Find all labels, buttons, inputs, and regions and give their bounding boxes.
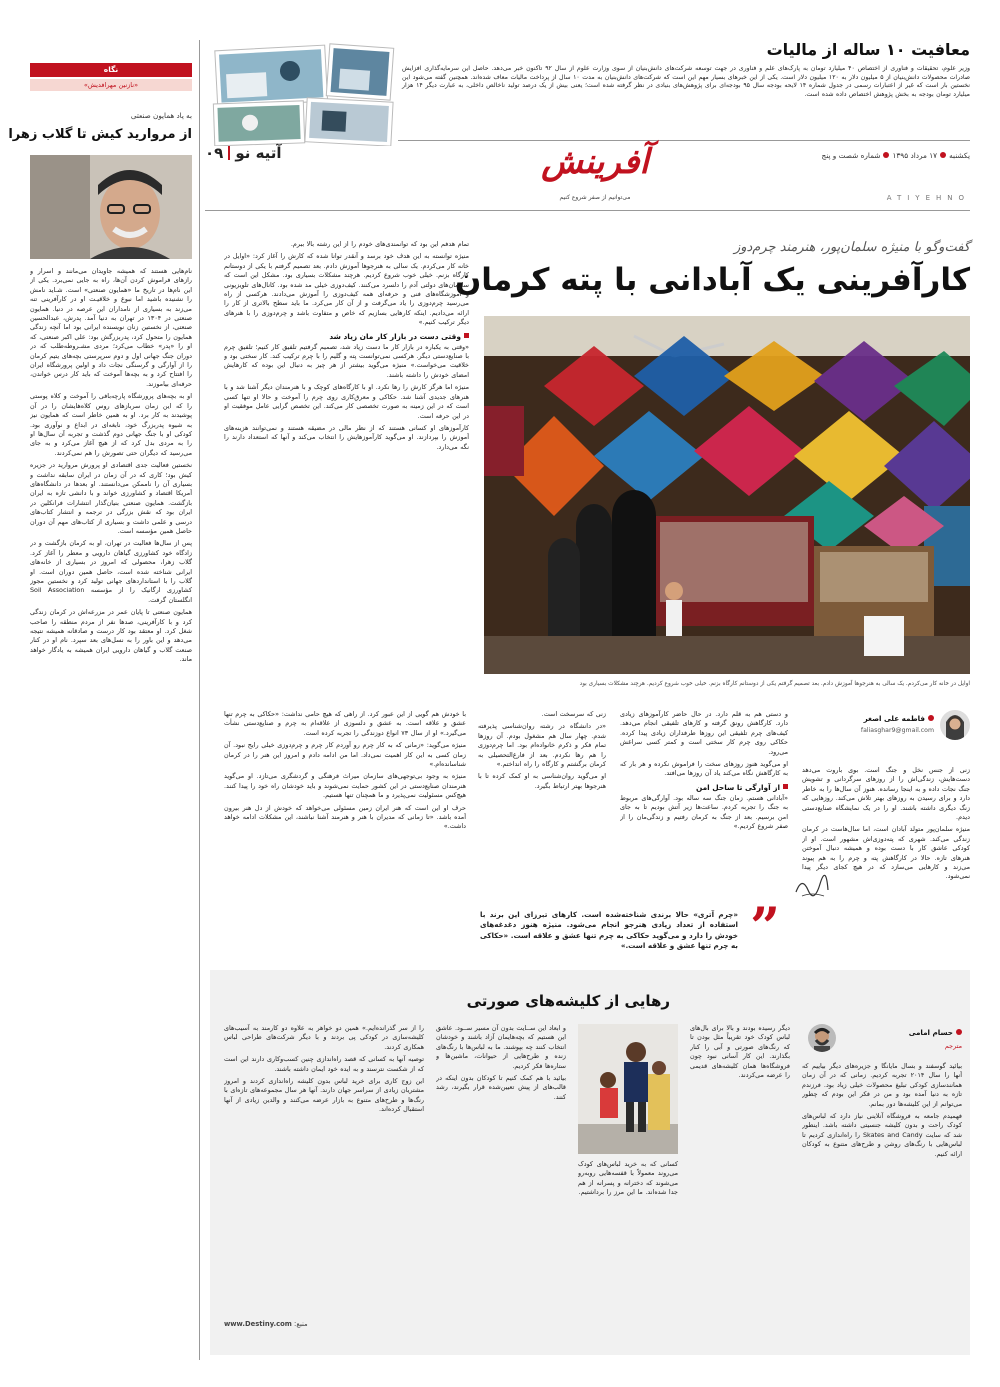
paragraph: منیژه توانسته به این هدف خود برسد و آنقدر توانا شده که کارش را آغاز کرد: «اوایل در خانه کار می‌کردم. یک سالی به هنرجوها آموزش دادم. بعد تصمیم گرفتم با یکی از دوستانم کارگاه بزنم. خیلی خوب شروع کردیم. هرچند مشکلات بسیاری بود. مشکل این است که سازمان‌های دولتی آدم را دلسرد می‌کنند. کیف‌دوزی خیلی مد شده بود. کانال‌های تلویزیونی و آموزشگاه‌های فنی و حرفه‌ای همه کیف‌دوزی را آموزش می‌دادند. هرکسی از راه می‌رسید چرم‌دوزی را یاد می‌گرفت و از آن کار می‌کرد. ما باید سطح بالاتری از کار را ارائه می‌دادیم. اینکه کارهایی بسازیم که خاص و متفاوت باشد و چرم‌دوزی را با هنرهای دیگر ترکیب کنیم.»: [224, 252, 469, 327]
paragraph: توصیه آنها به کسانی که قصد راه‌اندازی چنین کسب‌وکاری دارند این است که از شکست نترسند و به ایده خود ایمان داشته باشند.: [224, 1055, 424, 1073]
paragraph: منیژه می‌گوید: «زمانی که به کار چرم رو آوردم کار چرم و چرم‌دوزی خیلی رایج نبود. آن زمان کسی به این کار اهمیت نمی‌داد. اما من ادامه دادم و امروز این هنر را در کرمان شناسانده‌ام.»: [224, 741, 466, 769]
paragraph: نام‌هایی هستند که همیشه جاویدان می‌مانند و اسرار و رازهای فراموش کردن آن‌ها، راه به جایی نمی‌برد. یکی از این نام‌ها در تاریخ ما «همایون صنعتی» است. شـاید نامش را نشنیده باشید اما نبوغ و خلاقیـت او در کارآفرینی تنه می‌زند به بسیاری از نامداران این عرصه در دنیا. همایون صنعتی در ۱۳۰۴ در تهران به دنیا آمد. پدرش، عبدالحسین صنعتی، از نخستین زنان نویسنده ایرانی بود اما آنچه زندگی همایون را متحول کرد، پدربزرگش بود: علی اکبر صنعتی، که او را «پدر» خطاب می‌کرد؛ مردی مشـروطه‌طلب که در دوران جنگ جهانی اول و دوم سرپرستی بچه‌های یتیم کرمان را از آوارگی و گرسنگی نجات داد و اولین پرورشگاه ایران را افتتاح کرد و به بچه‌ها آموخت که باید کار درس خواندن، حرفه‌ای بیاموزند.: [30, 267, 192, 388]
paragraph: «آبادانی هستم. زمان جنگ سه ساله بود. آوارگی‌های مربوط به جنگ را تجربه کردم. ساعت‌ها زیر آتش بودیم تا به جای امن برسیم. بعد از جنگ به کرمان رفتیم و زندگی‌مان را از صفر شروع کردیم.»: [620, 793, 788, 831]
source-label: منبع:: [294, 1320, 308, 1328]
left-article-body: [30, 267, 192, 1342]
paragraph: او به بچه‌های پرورشگاه پارچه‌بافی را آموخت و کلاه پوستی را که این زمان سربازهای روس کلاه‌هایشان را در آن پوشیدند به کار برد. او به همین خاطر است که همایون نیز به شیوه پدربزرگ خود، نابغه‌ای در ابداع و نوآوری بود. کودکی او با جنگ جهانی دوم گذشت و تجربه آن سال‌ها او را به مردی بدل کرد که از هیچ آغاز می‌کرد و به جای می‌رسید که دیگران حتی تصورش را هم نمی‌کردند.: [30, 392, 192, 457]
left-kicker: به یاد همایون صنعتی: [130, 111, 192, 120]
paragraph: «وقتی به یکباره در بازار کار ما دست زیاد شد، تصمیم گرفتیم تلفیق کار کنیم؛ تلفیق چرم با صنایع‌دستی دیگر. هرکسی نمی‌توانست پته و گلیم را با چرم ترکیب کند. کار سختی بود و خلاقیت می‌خواست.» منیژه می‌گوید بیشتر از هر چیز به دنبال این بوده که کارهایش امضای خودش را داشته باشند.: [224, 342, 469, 379]
pull-quote-text: «چرم آتری» حالا برندی شناخته‌شده است. کارهای تبرزای این برند با استفاده از تعداد زیادی هنرجو انجام می‌شود. منیژه هنوز دغدغه‌های خودش را دارد و می‌گوید حکاکی به چرم تنها عشق و علاقه است. «حکاکی به چرم تنها عشق و علاقه است.»: [480, 910, 738, 951]
exhibition-photo: [484, 316, 970, 674]
lab-photo-collage: [210, 42, 396, 146]
bullet-dot: [940, 152, 946, 158]
negah-badge: نگاه: [30, 63, 192, 77]
section-title: آتیه نو: [235, 144, 282, 162]
negah-author: «نازنین مهرافدیش»: [30, 79, 192, 91]
section-name: [205, 144, 282, 162]
paragraph: او می‌گوید هنوز روزهای سخت را فراموش نکرده و هر بار که به کارگاهش نگاه می‌کند یاد آن روزها می‌افتد.: [620, 760, 788, 778]
feature-column-5: [224, 1024, 424, 1304]
issue-day: یکشنبه: [949, 151, 970, 160]
paragraph: دیگر رسیده بودند و بالا برای بال‌های لباس کودک خود تقریباً مثل بودن تا که رنگ‌های صورتی و آبی را کنار بگذارند. این کار آسانی نبود چون فروشگاه‌ها همان کلیشه‌های قدیمی را عرضه می‌کردند.: [690, 1024, 790, 1080]
author-name: فاطمه علی اصغر: [864, 714, 934, 723]
feature-title: رهایی از کلیشه‌های صورتی: [466, 992, 670, 1010]
issue-date: ۱۷ مرداد ۱۳۹۵: [892, 151, 938, 160]
translator-role: مترجم: [944, 1042, 962, 1050]
article-column-2: [620, 710, 788, 902]
paragraph: را از سر گذرانده‌ایم.» همین دو خواهر به علاوه دو کارمند به آسیب‌های کلیشه‌سازی در کودکی پی بردند و با دیگر شرکت‌های طراحی لباس همکاری کردند.: [224, 1024, 424, 1051]
signature: [792, 872, 830, 900]
paragraph: وزیر علوم، تحقیقات و فناوری از اختصاص ۴۰ میلیارد تومان به پارک‌های علم و فناوری در جهت توسعه شرکت‌های دانش‌بنیان از سوی وزارت علوم از سال ۹۲ تاکنون خبر می‌دهد. حاصل این سرمایه‌گذاری افزایش صادرات محصولات دانش‌بنیان از ۵ میلیون دلار به ۱۲۰ میلیون دلار است. یکی از این خبرهای بسیار مهم این است که شرکت‌های دانش‌بنیان به مدت ۱۰ سال از پرداخت مالیات معاف شده‌اند. همچنین گفته می‌شود این نخستین بار است که غیر از اعتبارات رسمی در جدول شماره ۱۴ لایحه بودجه سال ۹۵ بودجه‌ای برای پژوهش‌های بنیادی در نظر گرفته شده است؛ یعنی بیش از یک درصد تولید ناخالص داخلی، به عبارت دیگر ۱۴ هزار میلیارد تومان بودجه به بخش پژوهش اختصاص داده شده است.: [402, 65, 971, 99]
article-lower: [224, 710, 970, 960]
paragraph: کسانی که به خرید لباس‌های کودک می‌روند معمولاً با قفسه‌هایی روبه‌رو می‌شوند که دخترانه و پسرانه از هم جدا شده‌اند. ما این مرز را برداشتیم.: [578, 1160, 678, 1197]
logo-wordmark: آفرینش: [541, 142, 649, 182]
left-column: [8, 55, 192, 1345]
paragraph: همایون صنعتی تا پایان عمر در مزرعه‌اش در کرمان زندگی کرد و با کارآفرینی، صدها نفر از مردم منطقه را صاحب شغل کرد. او معتقد بود کار درست و صادقانه همیشه نتیجه می‌دهد و این باور را به نسل‌های بعد سپرد. نام او در کنار صنعت گلاب و گیاهان دارویی ایران همیشه به یادگار خواهد ماند.: [30, 608, 192, 664]
issue-number: شماره شصت و پنج: [821, 151, 881, 160]
paragraph: منیژه به وجود بی‌توجهی‌های سازمان میراث فرهنگی و گردشگری می‌تازد. او می‌گوید هنرمندان صنایع‌دستی در این کشور حمایت نمی‌شوند و باید خودشان راه خود را پیدا کنند. هیچ‌کس مسئولیت نمی‌پذیرد و ما همچنان تنها هستیم.: [224, 772, 466, 800]
article-column-4: [224, 710, 466, 960]
paragraph: نخستین فعالیت جدی اقتصادی او پرورش مروارید در جزیره کیش بود؛ کاری که در آن زمان در ایران سابقه نداشت و بسیاری آن را ناممکن می‌دانستند. او بعدها در دانشگاه‌های آمریکا اقتصاد و کشاورزی خواند و با دانشی تازه به ایران بازگشت. همایون صنعتی بنیان‌گذار انتشارات فرانکلین در ایران بود که نقش بزرگی در ترجمه و انتشار کتاب‌های درسی و علمی داشت و بسیاری از کتاب‌های مهم آن دوران حاصل همین مؤسسه است.: [30, 461, 192, 535]
article-column-left: [224, 240, 469, 710]
left-title: از مروارید کیش تا گلاب زهرا: [8, 127, 192, 142]
paragraph: پس از سال‌ها فعالیت در تهران، او به کرمان بازگشت و در زادگاه خود کشاورزی گیاهان دارویی و معطر را آغاز کرد. گلاب زهرا، محصولی که امروز در بسیاری از خانه‌های ایرانی شناخته شده است، حاصل همین دوران است. او گلاب را با استانداردهای جهانی تولید کرد و نخستین مجوز کشاورزی ارگانیک را از مؤسسه Soil Association انگلستان گرفت.: [30, 539, 192, 604]
tax-news-title: معافیت ۱۰ ساله از مالیات: [766, 40, 970, 59]
paragraph: منیژه سلمان‌پور متولد آبادان است، اما سال‌هاست در کرمان زندگی می‌کند. شهری که پته‌دوزی‌اش مشهور است. او از کودکی عاشق کار با دست بوده و همیشه دنبال آموختن هنرهای تازه. حالا در کارگاهش پته و چرم را به هم پیوند می‌زند و کارهایی می‌سازد که در هیچ کجای دیگر پیدا نمی‌شود.: [802, 825, 970, 881]
signature-scribble: [792, 872, 830, 900]
paragraph: کارآموزهای او کسانی هستند که از نظر مالی در مضیقه هستند و نمی‌توانند هزینه‌های آموزش را بپردازند. او می‌گوید کارآموزهایش را انتخاب می‌کند و آنها که استعداد دارند را نگه می‌دارد.: [224, 423, 469, 451]
paragraph: بیائید با هم کمک کنیم تا کودکان بدون اینکه در قالب‌های از پیش تعیین‌شده قرار بگیرند، رشد کنند.: [436, 1074, 566, 1101]
author-avatar: [940, 710, 970, 740]
paragraph: با خودش هم گویی از این عبور کرد. از راهی که هیچ حامی نداشت: «حکاکی به چرم تنها عشق و علاقه است. به عشق و دلسوزی از علاقه‌ام به چرم و صنایع‌دستی نشأت می‌گیرد.» او از سال ۷۳ انواع دوزندگی را تجربه کرده است.: [224, 710, 466, 737]
quote-mark-icon: ”: [750, 897, 780, 958]
paragraph: او می‌گوید روان‌شناسی به او کمک کرده تا با هنرجوها بهتر ارتباط بگیرد.: [478, 772, 606, 790]
feature-column-3: [578, 1160, 678, 1352]
paragraph: بیائید گوسفند و بسال مایانگا و جزیره‌های دیگر بیاییم که آنها را سال ۲۰۱۴ تجربه کردیم. زمانی که در آن زمان همانندسازی کودکی تبلیغ محصولات خیلی زیاد بود. فرزندم تازه به دنیا آمده بود و من در فکر این بودم که چطور می‌توانم از این کلیشه‌ها دور بمانم.: [802, 1062, 962, 1108]
paragraph: زنی از جنس نخل و جنگ است. بوی باروت می‌دهد دست‌هایش، زندگی‌اش را از روزهای سرگردانی و تشویش جنگ نجات داده و به اینجا رسانده. هنوز آن سال‌ها را به خاطر دارد و برای رسیدن به روزهای بهتر تلاش می‌کند. روزهایی که زنگ دیگری داشته باشند. او را در یک نمایشگاه صنایع‌دستی دیدم.: [802, 766, 970, 822]
paragraph: حرف او این است که هنر ایران زمین مسئولی می‌خواهد که خودش از دل هنر بیرون آمده باشد. «تا زمانی که مدیران با هنر و هنرمند آشنا نباشند، این مشکلات ادامه خواهد داشت.»: [224, 803, 466, 831]
logo-tagline: می‌توانیم از صفر شروع کنیم: [559, 194, 631, 201]
feature-column-1: [802, 1062, 962, 1352]
paragraph: و ابعاد این ســایت بدون آن مسیر ســود. عاشق این هستیم که بچه‌هایمان آزاد باشند و خودشان انتخاب کنند چه بپوشند. ما به لباس‌ها با رنگ‌های زنده و طرح‌هایی از حیوانات، ماشین‌ها و ستاره‌ها فکر کردیم.: [436, 1024, 566, 1070]
paragraph: تمام هدفم این بود که توانمندی‌های خودم را از این رشته بالا ببرم.: [290, 240, 469, 248]
tax-news-body: [402, 65, 970, 100]
lab-photos-illustration: [210, 42, 396, 146]
masthead: [205, 140, 970, 215]
newspaper-logo: [530, 142, 660, 210]
subheading: از آوارگی تا ساحل امن: [620, 783, 788, 792]
masthead-rule: [398, 140, 970, 141]
author-email[interactable]: faliasghar9@gmail.com: [860, 727, 934, 734]
byline: [802, 710, 970, 762]
article-column-3: [478, 710, 606, 865]
paragraph: فهمیدم جامعه به فروشگاه آنلاینی نیاز دارد که لباس‌های کودک راحت و بدون کلیشه جنسیتی داشته باشد. اینطور شد که سایت Skates and Candy را راه‌اندازی کردیم تا لباس‌هایی با رنگ‌های روشن و طرح‌های متنوع به کودکان ارائه کنیم.: [802, 1112, 962, 1158]
article-headline: کارآفرینی یک آبادانی با پته کرمان: [454, 262, 970, 298]
subheading: وقتی دست در بازار کار مان زیاد شد: [224, 332, 469, 341]
author-avatar-illustration: [940, 710, 970, 740]
paragraph: «در دانشگاه در رشته روان‌شناسی پذیرفته شدم. چهار سال هم مشغول بودم. آن روزها تمام فکر و ذکرم خانواده‌ام بود. اما چرم‌دوزی را هم رها نکردم. بعد از فارغ‌التحصیلی به کرمان برگشتم و کارگاه را راه انداختم.»: [478, 722, 606, 769]
portrait-photo: [30, 155, 192, 259]
page-number: ۰۹: [205, 144, 224, 162]
bottom-feature-box: [210, 970, 970, 1355]
pull-quote: [478, 897, 788, 958]
translator-avatar-illustration: [808, 1024, 836, 1052]
issue-line: [822, 151, 970, 160]
translator-avatar: [808, 1024, 836, 1052]
latin-wordmark: ATIYEHNO: [886, 194, 970, 202]
article-column-1: [802, 766, 970, 956]
paragraph: این زوج کاری برای خرید لباس بدون کلیشه راه‌اندازی کردند و امروز مشتریان زیادی از سراسر جهان دارند. آنها هر سال مجموعه‌های تازه‌ای با رنگ‌ها و طرح‌های متنوع به بازار عرضه می‌کنند و والدین زیادی از آنها استقبال کرده‌اند.: [224, 1077, 424, 1114]
masthead-rule: [205, 210, 970, 211]
paragraph: منیژه اما هرگز کارش را رها نکرد. او با کارگاه‌های کوچک و با هنرمندان دیگر آشنا شد و با هنرهای جدیدی آشنا شد. حکاکی و معرق‌کاری روی چرم را آموخت و حالا او تنها کسی است که در این زمینه به صورت تخصصی کار می‌کند. این تخصص گرایی عامل موفقیت او در این حرفه است.: [224, 383, 469, 420]
paragraph: زنی که سرسخت است.: [541, 710, 606, 718]
source-url[interactable]: www.Destiny.com: [224, 1320, 292, 1328]
article-kicker: گفت‌وگو با منیژه سلمان‌پور، هنرمند چرم‌دوز: [733, 240, 970, 255]
exhibition-illustration: [484, 316, 970, 674]
feature-column-2: [690, 1024, 790, 1284]
paragraph: و دستی هم به قلم دارد. در حال حاضر کارآموزهای زیادی دارد. کارگاهش رونق گرفته و کارهای تلفیقی انجام می‌دهد. کیف‌های چرم تلفیقی این روزها طرفداران زیادی پیدا کرده. حکاکی روی چرم کار سختی است و کمتر کسی سراغش می‌رود.: [620, 710, 788, 756]
feature-column-4: [436, 1024, 566, 1324]
column-divider: [199, 40, 200, 1360]
children-photo: [578, 1024, 678, 1154]
source-credit: [224, 1320, 308, 1328]
portrait-illustration: [30, 155, 192, 259]
photo-caption: اوایل در خانه کار می‌کردم. یک سالی به هنرجوها آموزش دادم. بعد تصمیم گرفتم یکی از دوستانم کارگاه بزنم. خیلی خوب شروع کردیم. هرچند مشکلات بسیاری بود: [579, 681, 970, 687]
translator-name: حسام امامی: [909, 1028, 962, 1037]
separator-bar: [228, 146, 230, 160]
bullet-dot: [883, 152, 889, 158]
children-illustration: [578, 1024, 678, 1154]
